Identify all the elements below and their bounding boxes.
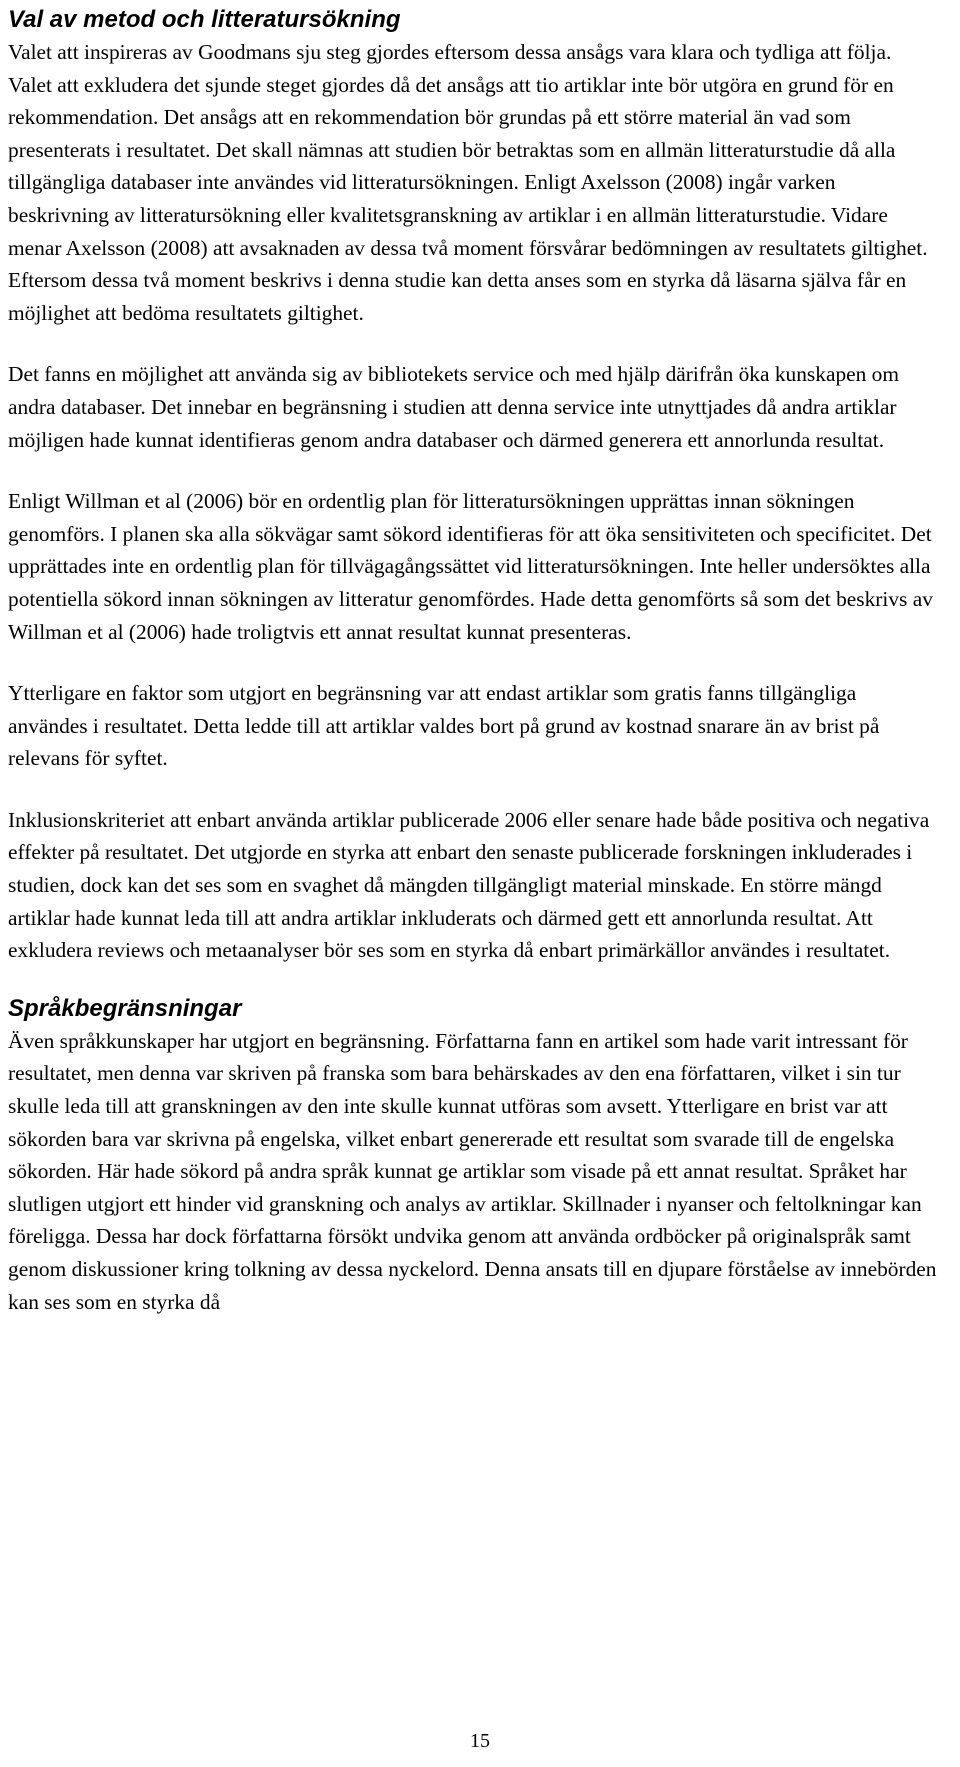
page-content: [8, 4, 938, 1318]
page-number: 15: [470, 1730, 490, 1752]
paragraph-method-3: Enligt Willman et al (2006) bör en ordentlig plan för litteratursökningen upprättas innan sökningen genomförs. I planen ska alla sökvägar samt sökord identifieras för att öka sensitiviteten och specificitet. Det upprättades inte en ordentlig plan för tillvägagångssättet vid litteratursökningen. Inte heller undersöktes alla potentiella sökord innan sökningen av litteratur genomfördes. Hade detta genomförts så som det beskrivs av Willman et al (2006) hade troligtvis ett annat resultat kunnat presenteras.: [8, 489, 933, 644]
paragraph-method-1: Valet att inspireras av Goodmans sju steg gjordes eftersom dessa ansågs vara klara och tydliga att följa. Valet att exkludera det sjunde steget gjordes då det ansågs att tio artiklar inte bör utgöra en grund för en rekommendation. Det ansågs att en rekommendation bör grundas på ett större material än vad som presenterats i resultatet. Det skall nämnas att studien bör betraktas som en allmän litteraturstudie då alla tillgängliga databaser inte användes vid litteratursökningen. Enligt Axelsson (2008) ingår varken beskrivning av litteratursökning eller kvalitetsgranskning av artiklar i en allmän litteraturstudie. Vidare menar Axelsson (2008) att avsaknaden av dessa två moment försvårar bedömningen av resultatets giltighet. Eftersom dessa två moment beskrivs i denna studie kan detta anses som en styrka då läsarna själva får en möjlighet att bedöma resultatets giltighet.: [8, 40, 928, 325]
paragraph-language: Även språkkunskaper har utgjort en begränsning. Författarna fann en artikel som hade varit intressant för resultatet, men denna var skriven på franska som bara behärskades av den ena författaren, vilket i sin tur skulle leda till att granskningen av den inte skulle kunnat utföras som avsett. Ytterligare en brist var att sökorden bara var skrivna på engelska, vilket enbart genererade ett resultat som svarade till de engelska sökorden. Här hade sökord på andra språk kunnat ge artiklar som visade på ett annat resultat. Språket har slutligen utgjort ett hinder vid granskning och analys av artiklar. Skillnader i nyanser och feltolkningar kan föreligga. Dessa har dock författarna försökt undvika genom att använda ordböcker på originalspråk samt genom diskussioner kring tolkning av dessa nyckelord. Denna ansats till en djupare förståelse av innebörden kan ses som en styrka då: [8, 1028, 937, 1314]
paragraph-method-2: Det fanns en möjlighet att använda sig av bibliotekets service och med hjälp därifrån öka kunskapen om andra databaser. Det innebar en begränsning i studien att denna service inte utnyttjades då andra artiklar möjligen hade kunnat identifieras genom andra databaser och därmed generera ett annorlunda resultat.: [8, 362, 900, 452]
paragraph-method-5: Inklusionskriteriet att enbart använda artiklar publicerade 2006 eller senare hade både positiva och negativa effekter på resultatet. Det utgjorde en styrka att enbart den senaste publicerade forskningen inkluderades i studien, dock kan det ses som en svaghet då mängden tillgängligt material minskade. En större mängd artiklar hade kunnat leda till att andra artiklar inkluderats och därmed gett ett annorlunda resultat. Att exkludera reviews och metaanalyser bör ses som en styrka då enbart primärkällor användes i resultatet.: [8, 807, 930, 963]
paragraph-method-4: Ytterligare en faktor som utgjort en begränsning var att endast artiklar som gratis fanns tillgängliga användes i resultatet. Detta ledde till att artiklar valdes bort på grund av kostnad snarare än av brist på relevans för syftet.: [8, 681, 880, 771]
section-heading-language: Språkbegränsningar: [8, 994, 242, 1022]
section-heading-method: Val av metod och litteratursökning: [8, 6, 401, 33]
